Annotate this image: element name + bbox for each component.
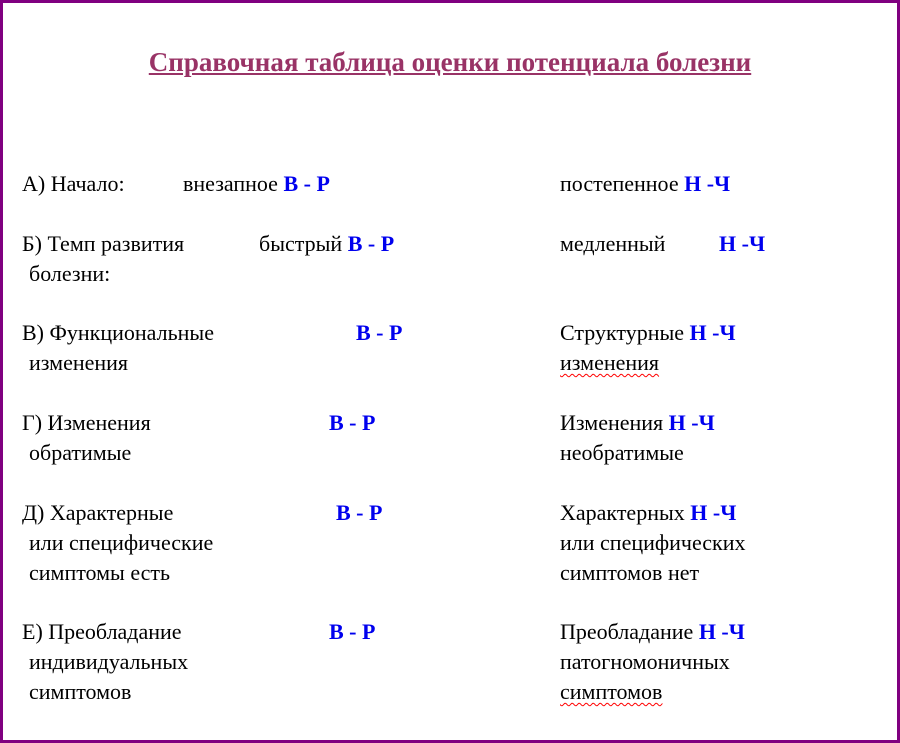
row-b-left-value	[259, 229, 394, 259]
row-e-high-code: В - Р	[329, 619, 376, 644]
row-b-low-code: Н -Ч	[719, 231, 766, 256]
row-e-right-line-1	[560, 617, 745, 647]
row-a-high-code: В - Р	[283, 171, 330, 196]
row-v-right-line-1	[560, 318, 736, 348]
row-e-label-line-3: симптомов	[29, 679, 132, 704]
row-v-low-code: Н -Ч	[689, 320, 736, 345]
row-b-label-line-2: болезни:	[29, 261, 111, 286]
row-g-right-line-1	[560, 408, 715, 438]
row-g-right-line-2: необратимые	[560, 440, 684, 465]
row-d-right-line-3: симптомов нет	[560, 560, 700, 585]
row-b-high-code: В - Р	[347, 231, 395, 256]
row-a-low-code: Н -Ч	[684, 171, 731, 196]
row-d-label-line-1: Д) Характерные	[22, 500, 174, 525]
row-v-right-line-2	[560, 348, 659, 378]
row-e-label-line-1: Е) Преобладание	[22, 619, 182, 644]
row-d-label-line-3: симптомы есть	[29, 560, 171, 585]
row-d-label-line-2: или специфические	[29, 530, 214, 555]
row-d-right-line-2: или специфических	[560, 530, 746, 555]
row-g-low-code: Н -Ч	[668, 410, 715, 435]
row-g-right-word: Изменения	[560, 410, 664, 435]
row-a-right-word: постепенное	[560, 171, 679, 196]
row-v-right-word: Структурные	[560, 320, 685, 345]
row-a-left-value	[183, 169, 330, 199]
row-b-left-word: быстрый	[259, 231, 343, 256]
row-d-low-code: Н -Ч	[690, 500, 737, 525]
row-e-low-code: Н -Ч	[698, 619, 745, 644]
row-a-right-value	[560, 169, 730, 199]
row-b-right-word: медленный	[560, 231, 666, 256]
row-d-high-code: В - Р	[336, 500, 383, 525]
row-a-label: А) Начало:	[22, 171, 125, 196]
row-e-label-line-2: индивидуальных	[29, 649, 189, 674]
row-e-right-line-2: патогномоничных	[560, 649, 730, 674]
row-e-right-line-3	[560, 677, 662, 707]
row-e-right-word-3: симптомов	[560, 679, 663, 704]
row-g-label-line-1: Г) Изменения	[22, 410, 151, 435]
row-g-high-code: В - Р	[329, 410, 376, 435]
row-e-right-word: Преобладание	[560, 619, 694, 644]
row-d-right-line-1	[560, 498, 736, 528]
row-v-high-code: В - Р	[356, 320, 403, 345]
row-v-label-line-2: изменения	[29, 350, 129, 375]
row-v-label-line-1: В) Функциональные	[22, 320, 214, 345]
row-a-left-word: внезапное	[183, 171, 278, 196]
row-g-label-line-2: обратимые	[29, 440, 132, 465]
row-v-right-word-2: изменения	[560, 350, 660, 375]
row-b-label-line-1: Б) Темп развития	[22, 231, 185, 256]
row-d-right-word: Характерных	[560, 500, 685, 525]
document-title: Справочная таблица оценки потенциала болезни	[148, 47, 752, 77]
